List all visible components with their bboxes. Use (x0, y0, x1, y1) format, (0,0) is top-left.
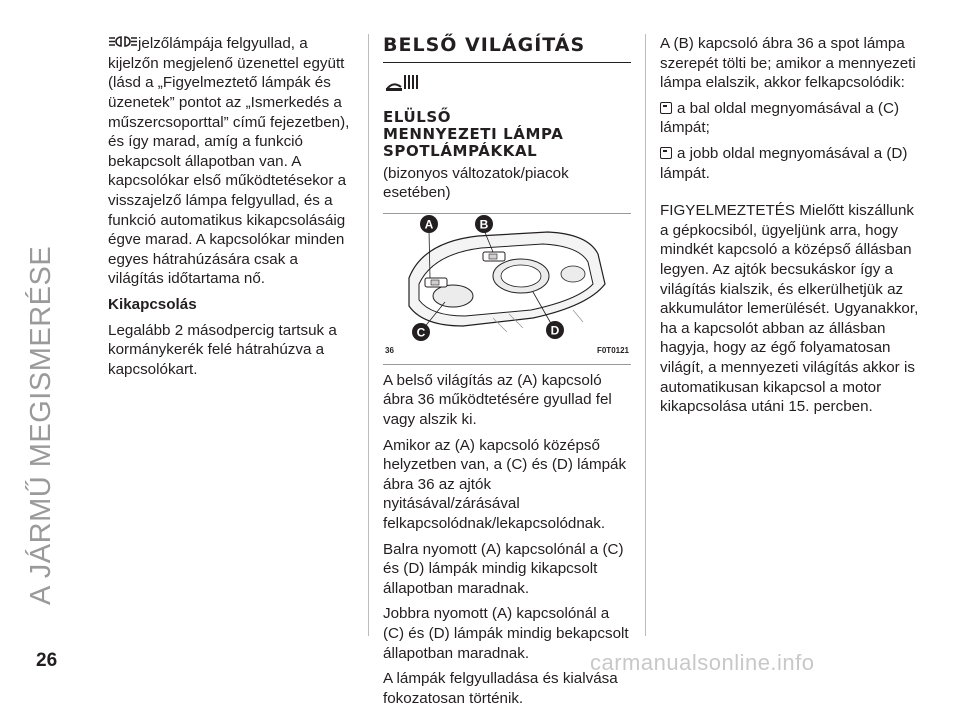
figure-label-c (412, 323, 430, 341)
list-item (660, 99, 920, 138)
list-item-text: a jobb oldal megnyomásával a (D) lámpát. (660, 144, 908, 182)
lamp-bullet-icon (660, 102, 672, 114)
column-3 (660, 34, 920, 423)
figure-code: F0T0121 (596, 346, 629, 356)
figure-label-d (546, 321, 564, 339)
paragraph: Amikor az (A) kapcsoló középső helyzetben van, a (C) és (D) lámpák ábra 36 az ajtók nyitásával/zárásával felkapcsolódnak/lekapcsolódnak. (383, 436, 627, 532)
high-beam-indicator-icon (108, 34, 138, 54)
paragraph-text: jelzőlámpája felgyullad, a (138, 35, 308, 52)
interior-lamp-icon (383, 73, 419, 99)
svg-text:C: C (416, 325, 426, 340)
paragraph: Jobbra nyomott (A) kapcsolónál a (C) és (D) lámpák mindig bekapcsolt állapotban maradnak. (383, 605, 629, 662)
column-2 (383, 34, 631, 714)
section-heading: BELSŐ VILÁGÍTÁS (383, 34, 586, 56)
column-divider (368, 34, 369, 636)
svg-text:B: B (479, 217, 489, 232)
watermark: carmanualsonline.info (590, 650, 815, 675)
sub-heading-line: SPOTLÁMPÁKKAL (383, 141, 538, 160)
paragraph: A belső világítás az (A) kapcsoló ábra 36 működtetésére gyullad fel vagy alszik ki. (383, 371, 612, 428)
svg-text:D: D (550, 323, 560, 338)
chapter-side-title: A JÁRMŰ MEGISMERÉSE (25, 245, 57, 605)
figure-label-b (475, 215, 493, 233)
warning-paragraph: FIGYELMEZTETÉS Mielőtt kiszállunk a gépkocsiból, ügyeljünk arra, hogy mindkét kapcsoló a középső állásban legyen. Az ajtók becsukáskor így a világítás kialszik, és elkerülhetjük az akkumulátor lemerülését. Ugyanakkor, ha a kapcsolót abban az állásban hagyja, hogy az égő folyamatosan világít, a mennyezeti világítás akkor is automatikusan kikapcsol a motor kikapcsolása utáni 15. percben. (660, 202, 919, 416)
paragraph: A lámpák felgyulladása és kialvása fokozatosan történik. (383, 670, 618, 707)
figure-36 (383, 213, 631, 365)
paragraph-text: kijelzőn megjelenő üzenettel együtt (lásd a „Figyelmeztető lámpák és üzenetek” pontot az „Ismerkedés a műszercsoporttal” című fejezetben), és így marad, amíg a funkció bekapcsolt állapotban van. A kapcsolókar első működtetésekor a visszajelző lámpa felgyullad, és a funkció automatikus kikapcsolásáig égve marad. A kapcsolókar minden egyes hátrahúzására csak a világítás időtartama nő. (108, 54, 350, 288)
sub-heading-line: ELÜLSŐ (383, 107, 452, 126)
column-1 (108, 34, 352, 385)
page-number: 26 (36, 650, 58, 671)
list-item-text: a bal oldal megnyomásával a (C) lámpát; (660, 99, 900, 137)
paragraph (108, 34, 352, 289)
sub-heading-line: MENNYEZETI LÁMPA (383, 124, 564, 143)
heading-rule (383, 62, 631, 63)
sub-heading: Kikapcsolás (108, 295, 197, 313)
svg-text:A: A (424, 217, 434, 232)
figure-number: 36 (385, 346, 394, 356)
paragraph: A (B) kapcsoló ábra 36 a spot lámpa szerepét tölti be; amikor a mennyezeti lámpa elalszik, akkor felkapcsolódik: (660, 35, 916, 92)
list-item (660, 144, 920, 183)
lamp-bullet-icon (660, 147, 672, 159)
figure-label-a (420, 215, 438, 233)
ceiling-lamp-illustration (383, 214, 631, 364)
variant-note: (bizonyos változatok/piacok esetében) (383, 164, 569, 202)
column-divider (645, 34, 646, 636)
sub-heading (383, 109, 631, 160)
paragraph: Balra nyomott (A) kapcsolónál a (C) és (D) lámpák mindig kikapcsolt állapotban maradnak. (383, 540, 624, 597)
paragraph: Legalább 2 másodpercig tartsuk a kormánykerék felé hátrahúzva a kapcsolókart. (108, 321, 337, 378)
